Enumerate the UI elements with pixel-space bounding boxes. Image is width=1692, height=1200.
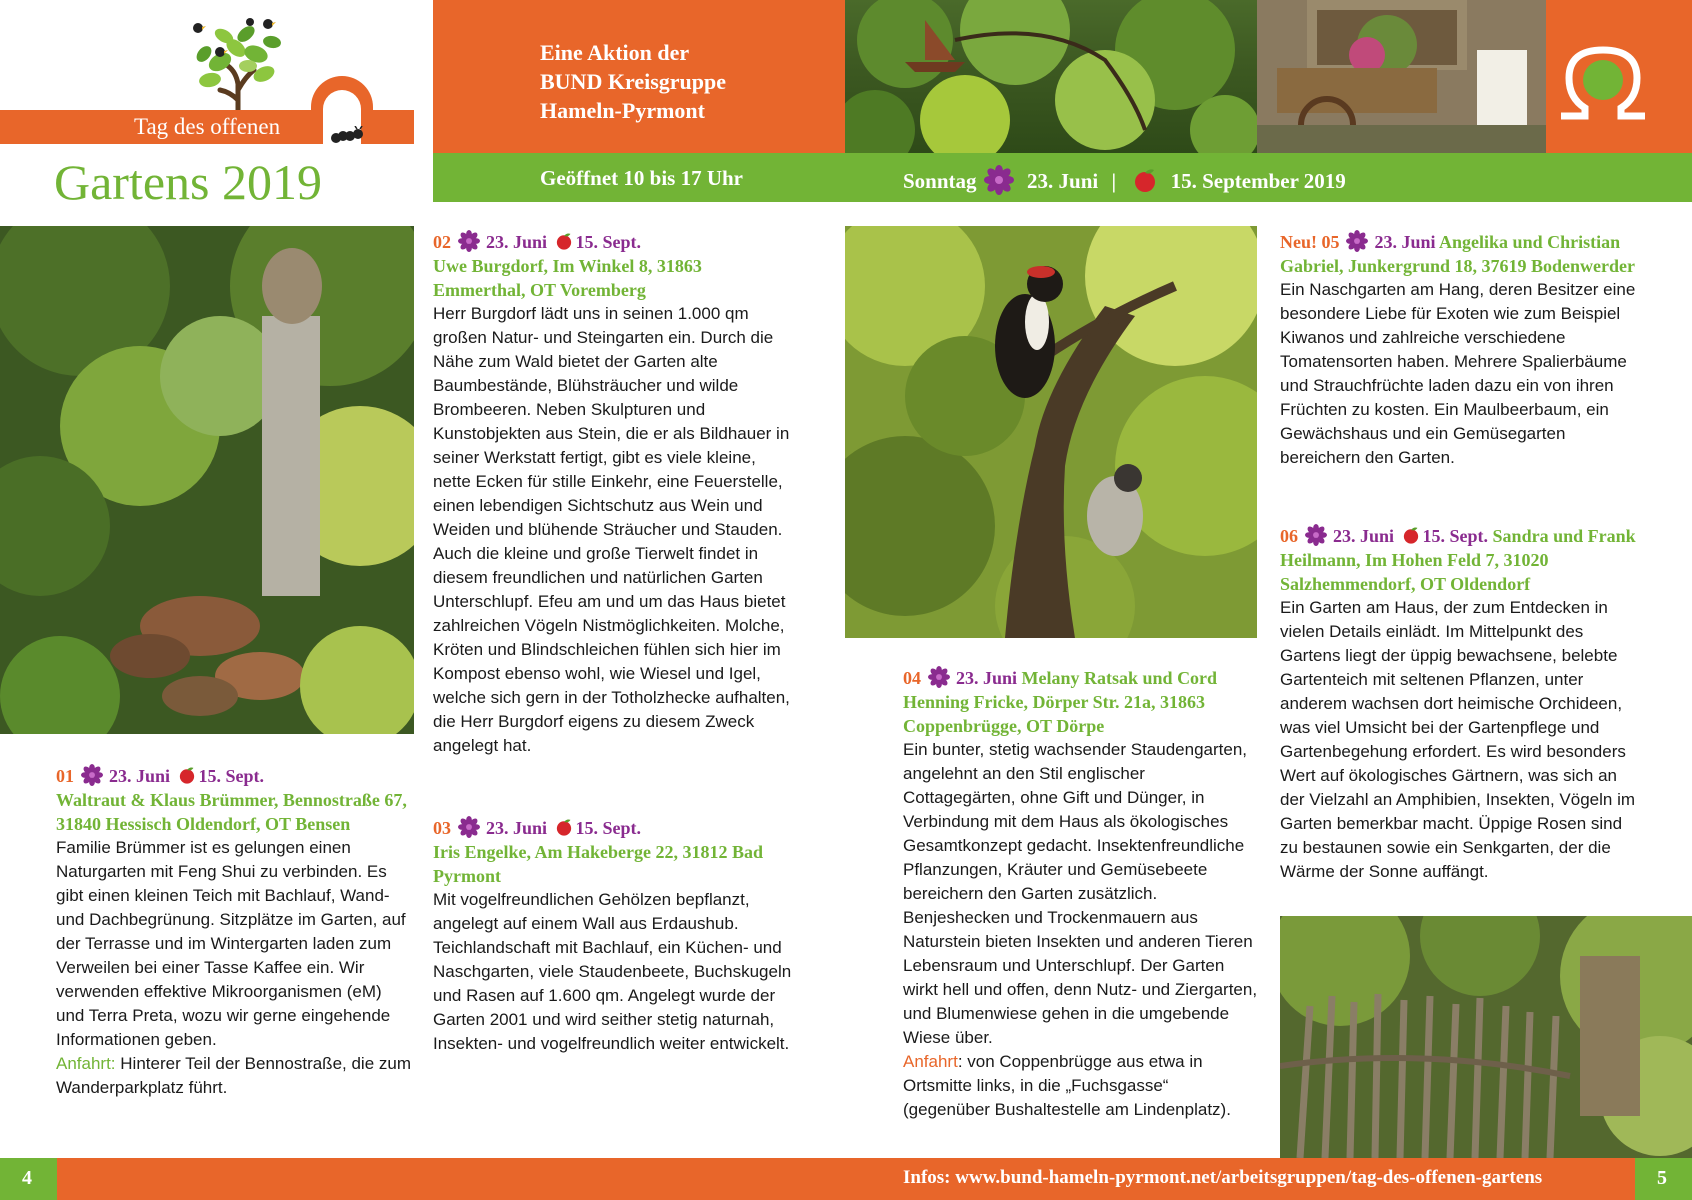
entry-text-02: Herr Burgdorf lädt uns in seinen 1.000 qm großen Natur- und Steingarten ein. Durch die Nähe zum Wald bietet der Garten alte Baumbestände, Blühsträucher und wilde Brombeeren. Neben Skulpturen und Kunstobjekten aus Stein, die er als Bildhauer in seiner Werkstatt fertigt, gibt es viele kleine, nette Ecken für stille Einkehr, eine Feuerstelle, einen lebendigen Sichtschutz aus Wein und Weiden und blühende Sträucher und Stauden. Auch die kleine und große Tierwelt findet in diesem freundlichen und natürlichen Garten Unterschlupf. Efeu am und um das Haus bietet zahlreichen Vögeln Nistmöglichkeiten. Molche, Kröten und Blindschleichen fühlen sich hier im Kompost ebenso wohl, wie Wiesel und Igel, welche sich gern in der Totholzhecke aufhalten, die Herr Burgdorf eigens zu diesem Zweck angelegt hat. <box>433 304 790 755</box>
flower-icon <box>1305 524 1327 546</box>
apple-icon <box>1401 525 1421 545</box>
entry-header-02: 02 23. Juni 15. Sept. Uwe Burgdorf, Im Winkel 8, 31863 Emmerthal, OT Voremberg <box>433 230 793 302</box>
garden-entry-02 <box>433 230 793 758</box>
flower-icon <box>458 230 480 252</box>
entry-address-03: Iris Engelke, Am Hakeberge 22, 31812 Bad Pyrmont <box>433 842 764 886</box>
caterpillar-icon <box>330 126 364 146</box>
footer-info-link[interactable]: Infos: www.bund-hameln-pyrmont.net/arbeitsgruppen/tag-des-offenen-gartens <box>903 1167 1543 1188</box>
photo-fence <box>1280 916 1692 1158</box>
garden-entry-05 <box>1280 230 1640 470</box>
entry-header-03: 03 23. Juni 15. Sept. Iris Engelke, Am Hakeberge 22, 31812 Bad Pyrmont <box>433 816 793 888</box>
page-number-left: 4 <box>22 1167 32 1189</box>
apple-icon <box>177 765 197 785</box>
header-photo-cart <box>1257 0 1546 153</box>
garden-entry-03 <box>433 816 793 1056</box>
apple-icon <box>554 817 574 837</box>
flower-icon <box>928 666 950 688</box>
entry-text-04: Ein bunter, stetig wachsender Staudengarten, angelehnt an den Stil englischer Cottagegärten, ohne Gift und Dünger, in Verbindung mit dem Haus als ökologisches Gesamtkonzept gedacht. Insektenfreundliche Pflanzungen, Kräuter und Gemüsebeete bereichern den Garten zusätzlich. Benjeshecken und Trockenmauern aus Naturstein bieten Insekten und anderen Tieren Lebensraum und Unterschlupf. Der Garten wirkt hell und offen, denn Nutz- und Ziergarten, und Blumenwiese gehen in die umgebende Wiese über. <box>903 740 1258 1047</box>
photo-woodpecker <box>845 226 1257 638</box>
entry-text-03: Mit vogelfreundlichen Gehölzen bepflanzt, angelegt auf einem Wall aus Erdaushub. Teichlandschaft mit Bachlauf, ein Küchen- und Naschgarten, viele Staudenbeete, Buchskugeln und Rasen auf 1.600 qm. Angelegt wurde der Garten 2001 und wird seither stetig naturnah, Insekten- und vogelfreundlich weiter entwickelt. <box>433 890 792 1053</box>
title-big: Gartens 2019 <box>54 154 322 210</box>
garden-entry-04 <box>903 666 1258 1122</box>
header-photo-sculpture <box>845 0 1257 153</box>
bund-logo-icon <box>1557 40 1649 120</box>
entry-text-05: Ein Naschgarten am Hang, deren Besitzer eine besondere Liebe für Exoten wie zum Beispiel Kiwanos und zahlreiche verschiedene Tomatensorten haben. Mehrere Spalierbäume und Strauchfrüchte laden dazu ein von ihren Früchten zu kosten. Ein Maulbeerbaum, ein Gewächshaus und ein Gemüsegarten bereichern den Garten. <box>1280 280 1636 467</box>
entry-anfahrt-01: Anfahrt: Hinterer Teil der Bennostraße, die zum Wanderparkplatz führt. <box>56 1054 411 1097</box>
flower-icon <box>81 764 103 786</box>
flower-icon <box>1346 230 1368 252</box>
photo-garden-01 <box>0 226 414 734</box>
entry-text-01: Familie Brümmer ist es gelungen einen Naturgarten mit Feng Shui zu verbinden. Es gibt einen kleinen Teich mit Bachlauf, Wand- und Dachbegrünung. Sitzplätze im Garten, auf der Terrasse und im Wintergarten laden zum Verweilen bei einer Tasse Kaffee ein. Wir verwenden effektive Mikroorganismen (eM) und Terra Preta, wozu wir gerne eingehende Informationen geben. <box>56 838 406 1049</box>
apple-icon <box>1131 166 1159 194</box>
entry-header-05: Neu! 05 23. Juni Angelika und Christian Gabriel, Junkergrund 18, 37619 Bodenwerder <box>1280 232 1636 276</box>
title-small: Tag des offenen <box>134 114 281 139</box>
entry-address-02: Uwe Burgdorf, Im Winkel 8, 31863 Emmerthal, OT Voremberg <box>433 256 702 300</box>
entry-address-05: Angelika und Christian Gabriel, Junkergrund 18, 37619 Bodenwerder <box>1280 232 1636 276</box>
aktion-text: Eine Aktion der BUND Kreisgruppe Hameln-Pyrmont <box>540 40 726 123</box>
garden-entry-06 <box>1280 524 1640 884</box>
entry-address-06: Sandra und Frank Heilmann, Im Hohen Feld 7, 31020 Salzhemmendorf, OT Oldendorf <box>1280 526 1636 594</box>
entry-address-01: Waltraut & Klaus Brümmer, Bennostraße 67, 31840 Hessisch Oldendorf, OT Bensen <box>56 790 407 834</box>
entry-anfahrt-04: Anfahrt: von Coppenbrügge aus etwa in Ortsmitte links, in die „Fuchsgasse“ (gegenüber Bushaltestelle am Lindenplatz). <box>903 1052 1231 1119</box>
event-dates: Sonntag 23. Juni | 15. September 2019 <box>903 165 1346 195</box>
entry-header-06: 06 23. Juni 15. Sept. Sandra und Frank Heilmann, Im Hohen Feld 7, 31020 Salzhemmendorf, OT Oldendorf <box>1280 526 1636 594</box>
flower-icon <box>458 816 480 838</box>
apple-icon <box>554 231 574 251</box>
opening-hours: Geöffnet 10 bis 17 Uhr <box>540 166 743 190</box>
garden-entry-01 <box>56 764 411 1100</box>
page-number-right: 5 <box>1657 1167 1667 1189</box>
tree-logo-icon <box>190 14 290 120</box>
entry-text-06: Ein Garten am Haus, der zum Entdecken in vielen Details einlädt. Im Mittelpunkt des Gartens liegt der üppig bewachsene, belebte Gartenteich mit seltenen Pflanzen, unter anderem wachsen dort heimische Orchideen, was viel Umsicht bei der Gartenpflege und Gartenbegehung erfordert. Es wird besonders Wert auf ökologisches Gärtnern, was sich an der Vielzahl an Amphibien, Insekten, Vögeln im Garten bemerkbar macht. Üppige Rosen sind zu bestaunen sowie ein Senkgarten, der die Wärme der Sonne auffängt. <box>1280 598 1636 881</box>
entry-header-04: 04 23. Juni Melany Ratsak und Cord Henning Fricke, Dörper Str. 21a, 31863 Coppenbrügge, OT Dörpe <box>903 668 1218 736</box>
entry-header-01: 01 23. Juni 15. Sept. Waltraut & Klaus Brümmer, Bennostraße 67, 31840 Hessisch Oldendorf, OT Bensen <box>56 764 411 836</box>
flower-icon <box>984 165 1014 195</box>
entry-address-04: Melany Ratsak und Cord Henning Fricke, Dörper Str. 21a, 31863 Coppenbrügge, OT Dörpe <box>903 668 1218 736</box>
